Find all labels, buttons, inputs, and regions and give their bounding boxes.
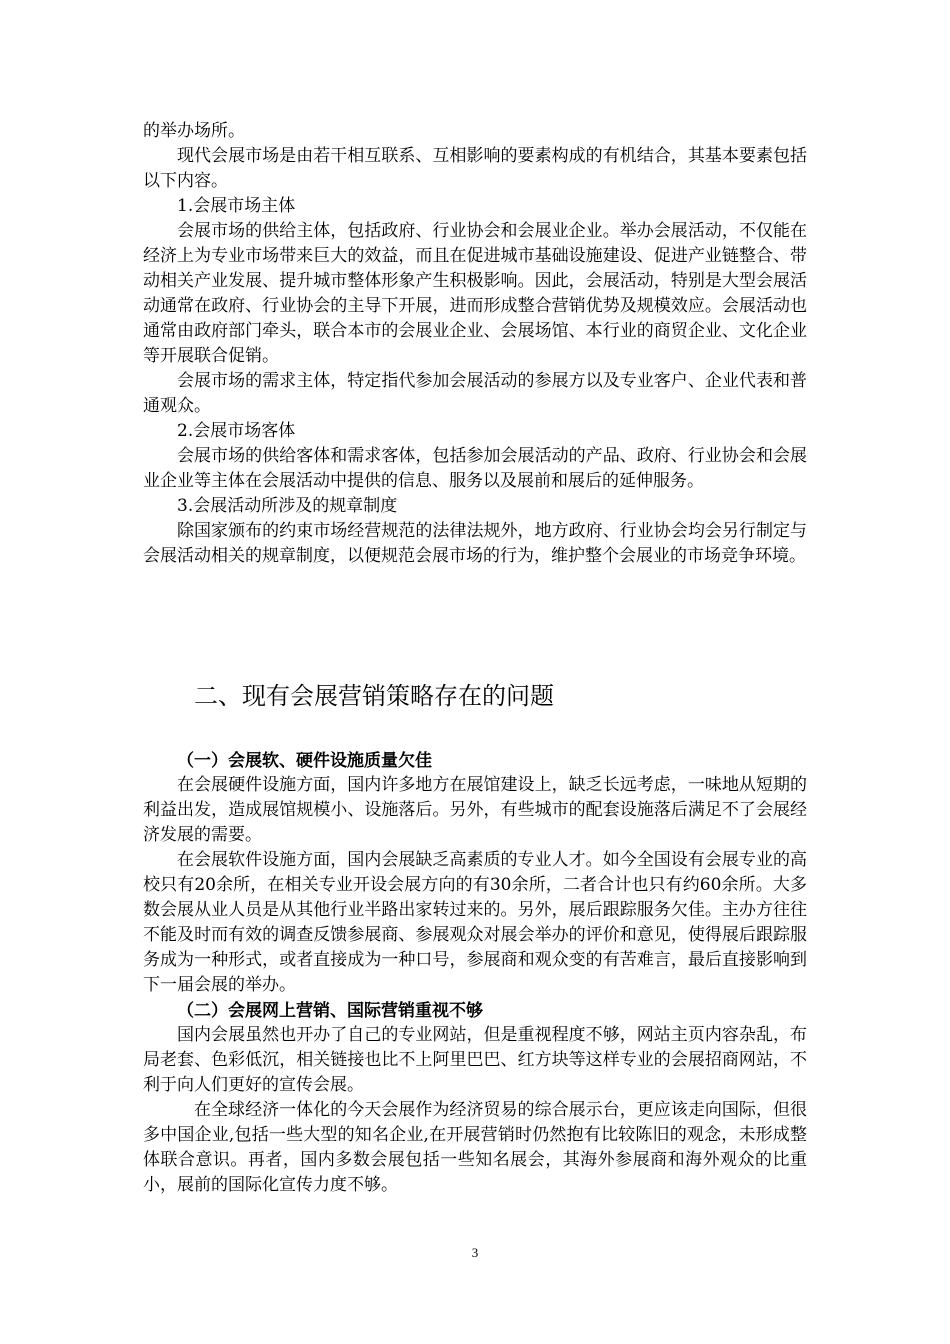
- body-text-top: [143, 119, 807, 569]
- body-text-bottom: [143, 748, 807, 1198]
- list-heading: 3.会展活动所涉及的规章制度: [177, 496, 398, 516]
- paragraph: 在会展硬件设施方面，国内许多地方在展馆建设上，缺乏长远考虑，一味地从短期的利益出发，造成展馆规模小、设施落后。另外，有些城市的配套设施落后满足不了会展经济发展的需要。: [143, 775, 807, 845]
- paragraph: 除国家颁布的约束市场经营规范的法律法规外，地方政府、行业协会均会另行制定与会展活动相关的规章制度，以便规范会展市场的行为，维护整个会展业的市场竞争环境。: [143, 521, 807, 566]
- page-number: 3: [471, 1245, 479, 1260]
- list-heading: 2.会展市场客体: [177, 421, 296, 441]
- paragraph: 会展市场的需求主体，特定指代参加会展活动的参展方以及专业客户、企业代表和普通观众。: [143, 371, 807, 416]
- section-heading: 二、现有会展营销策略存在的问题: [194, 682, 554, 710]
- paragraph: 现代会展市场是由若干相互联系、互相影响的要素构成的有机结合，其基本要素包括以下内容。: [143, 146, 807, 191]
- list-heading: 1.会展市场主体: [177, 196, 296, 216]
- paragraph: 会展市场的供给主体，包括政府、行业协会和会展业企业。举办会展活动，不仅能在经济上为专业市场带来巨大的效益，而且在促进城市基础设施建设、促进产业链整合、带动相关产业发展、提升城市整体形象产生积极影响。因此，会展活动，特别是大型会展活动通常在政府、行业协会的主导下开展，进而形成整合营销优势及规模效应。会展活动也通常由政府部门牵头，联合本市的会展业企业、会展场馆、本行业的商贸企业、文化企业等开展联合促销。: [143, 221, 807, 366]
- paragraph: 的举办场所。: [143, 121, 245, 141]
- subsection-title: （一）会展软、硬件设施质量欠佳: [177, 751, 432, 770]
- paragraph: 国内会展虽然也开办了自己的专业网站，但是重视程度不够，网站主页内容杂乱，布局老套、色彩低沉，相关链接也比不上阿里巴巴、红方块等这样专业的会展招商网站，不利于向人们更好的宣传会展。: [143, 1025, 807, 1095]
- paragraph: 会展市场的供给客体和需求客体，包括参加会展活动的产品、政府、行业协会和会展业企业等主体在会展活动中提供的信息、服务以及展前和展后的延伸服务。: [143, 446, 807, 491]
- paragraph: 在会展软件设施方面，国内会展缺乏高素质的专业人才。如今全国设有会展专业的高校只有20余所，在相关专业开设会展方向的有30余所，二者合计也只有约60余所。大多数会展从业人员是从其他行业半路出家转过来的。另外，展后跟踪服务欠佳。主办方往往不能及时而有效的调查反馈参展商、参展观众对展会举办的评价和意见，使得展后跟踪服务成为一种形式，或者直接成为一种口号，参展商和观众变的有苦难言，最后直接影响到下一届会展的举办。: [143, 850, 807, 995]
- paragraph: 在全球经济一体化的今天会展作为经济贸易的综合展示台，更应该走向国际，但很多中国企业,包括一些大型的知名企业,在开展营销时仍然抱有比较陈旧的观念，未形成整体联合意识。再者，国内多数会展包括一些知名展会，其海外参展商和海外观众的比重小，展前的国际化宣传力度不够。: [143, 1100, 807, 1195]
- subsection-title: （二）会展网上营销、国际营销重视不够: [177, 1001, 483, 1020]
